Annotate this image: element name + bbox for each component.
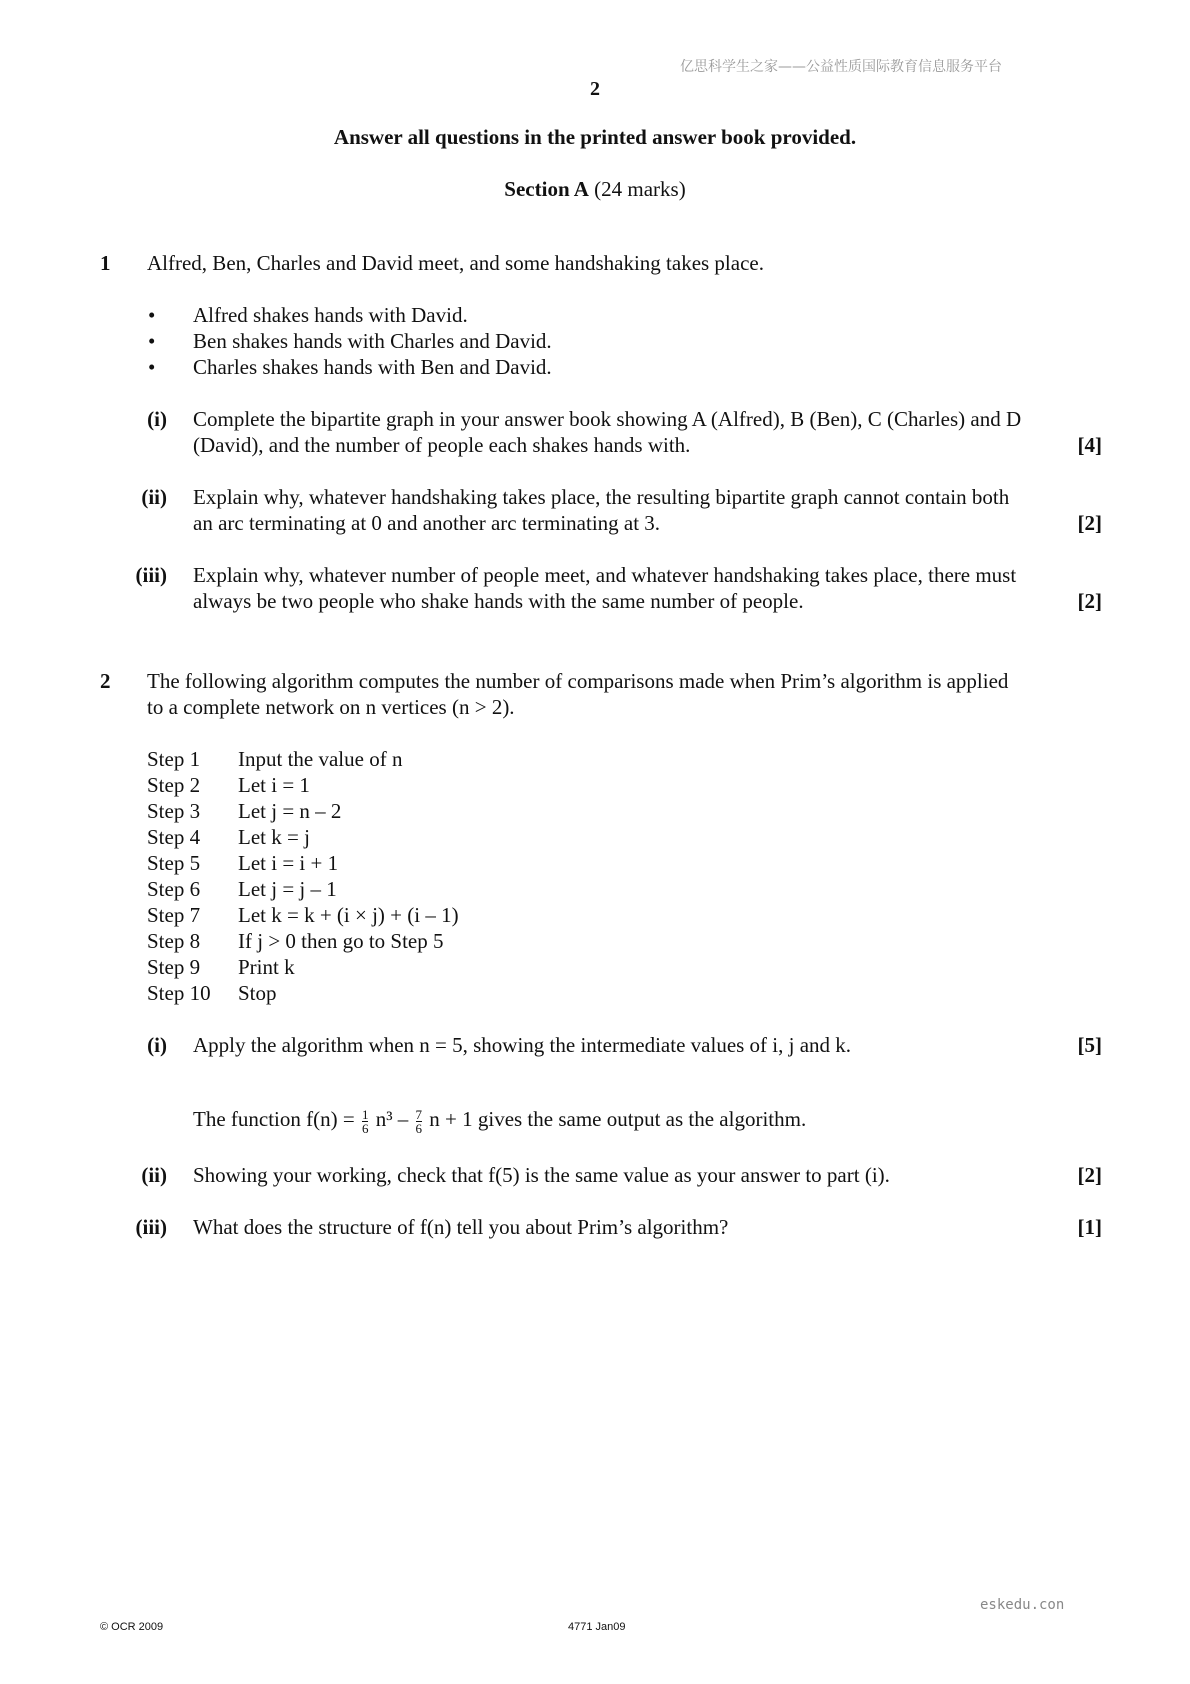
- q2-part-i-label: (i): [147, 1033, 167, 1057]
- step-text: Print k: [238, 955, 295, 979]
- q1-part-iii-label: (iii): [135, 563, 167, 587]
- q2-part-ii-label: (ii): [141, 1163, 167, 1187]
- q1-bullet-3: Charles shakes hands with Ben and David.: [193, 355, 552, 379]
- q1-part-i-marks: [4]: [1077, 433, 1102, 457]
- instruction-heading: Answer all questions in the printed answer book provided.: [333, 125, 857, 149]
- bullet-icon: •: [148, 329, 156, 353]
- step-text: Input the value of n: [238, 747, 403, 771]
- bullet-icon: •: [148, 303, 156, 327]
- step-text: Let j = j – 1: [238, 877, 337, 901]
- fraction-one-sixth: [362, 1108, 369, 1135]
- question-2-intro-line2: to a complete network on n vertices (n > 2).: [147, 695, 515, 719]
- q1-part-ii-label: (ii): [141, 485, 167, 509]
- question-2-number: 2: [100, 669, 111, 693]
- fraction-denominator: 6: [415, 1120, 423, 1136]
- step-label: Step 1: [147, 747, 201, 771]
- section-marks: (24 marks): [594, 177, 686, 201]
- q1-part-ii-line2: an arc terminating at 0 and another arc terminating at 3.: [193, 511, 661, 535]
- footer-copyright: © OCR 2009: [100, 1621, 164, 1633]
- q2-part-ii-text: Showing your working, check that f(5) is the same value as your answer to part (i).: [193, 1163, 890, 1187]
- q1-part-i-line1: Complete the bipartite graph in your answer book showing A (Alfred), B (Ben), C (Charles) and D: [193, 407, 1022, 431]
- q1-part-i-line2: (David), and the number of people each shakes hands with.: [193, 433, 691, 457]
- q2-part-iii-label: (iii): [135, 1215, 167, 1239]
- q2-part-iii-marks: [1]: [1077, 1215, 1102, 1239]
- q1-part-i-label: (i): [147, 407, 167, 431]
- function-prefix: The function f(n) =: [193, 1107, 355, 1131]
- q2-part-i-marks: [5]: [1077, 1033, 1102, 1057]
- function-definition: [193, 1106, 1102, 1135]
- question-1-number: 1: [100, 251, 111, 275]
- function-suffix: n + 1 gives the same output as the algorithm.: [429, 1107, 807, 1131]
- fraction-seven-sixths: [416, 1108, 423, 1135]
- step-text: Let k = k + (i × j) + (i – 1): [238, 903, 459, 927]
- section-title: Section A: [504, 177, 589, 201]
- step-text: Let k = j: [238, 825, 310, 849]
- step-label: Step 9: [147, 955, 201, 979]
- step-text: Stop: [238, 981, 277, 1005]
- q1-bullet-1: Alfred shakes hands with David.: [193, 303, 468, 327]
- q2-part-ii-marks: [2]: [1077, 1163, 1102, 1187]
- footer-paper-code: 4771 Jan09: [568, 1621, 626, 1633]
- step-label: Step 7: [147, 903, 201, 927]
- q2-part-i-text: Apply the algorithm when n = 5, showing the intermediate values of i, j and k.: [193, 1033, 852, 1057]
- q1-part-iii-line2: always be two people who shake hands with the same number of people.: [193, 589, 804, 613]
- step-label: Step 3: [147, 799, 201, 823]
- q1-part-ii-marks: [2]: [1077, 511, 1102, 535]
- page-number: 2: [590, 78, 600, 100]
- site-watermark: eskedu.con: [980, 1597, 1065, 1613]
- function-middle: n³ –: [375, 1107, 409, 1131]
- question-2-intro-line1: The following algorithm computes the number of comparisons made when Prim’s algorithm is applied: [147, 669, 1009, 693]
- q1-part-iii-line1: Explain why, whatever number of people meet, and whatever handshaking takes place, there must: [193, 563, 1017, 587]
- step-label: Step 2: [147, 773, 201, 797]
- step-text: If j > 0 then go to Step 5: [238, 929, 444, 953]
- section-heading: [0, 176, 1190, 202]
- fraction-numerator: 1: [361, 1106, 369, 1122]
- step-label: Step 4: [147, 825, 201, 849]
- q1-part-iii-marks: [2]: [1077, 589, 1102, 613]
- question-1-intro: Alfred, Ben, Charles and David meet, and some handshaking takes place.: [147, 251, 764, 275]
- q1-bullet-2: Ben shakes hands with Charles and David.: [193, 329, 552, 353]
- step-label: Step 10: [147, 981, 211, 1005]
- step-text: Let j = n – 2: [238, 799, 342, 823]
- bullet-icon: •: [148, 355, 156, 379]
- step-label: Step 6: [147, 877, 201, 901]
- step-text: Let i = i + 1: [238, 851, 339, 875]
- watermark-text: 亿思科学生之家——公益性质国际教育信息服务平台: [680, 59, 1002, 75]
- q2-part-iii-text: What does the structure of f(n) tell you about Prim’s algorithm?: [193, 1215, 729, 1239]
- step-label: Step 5: [147, 851, 201, 875]
- fraction-denominator: 6: [361, 1120, 369, 1136]
- step-text: Let i = 1: [238, 773, 310, 797]
- step-label: Step 8: [147, 929, 201, 953]
- q1-part-ii-line1: Explain why, whatever handshaking takes place, the resulting bipartite graph cannot contain both: [193, 485, 1010, 509]
- fraction-numerator: 7: [415, 1106, 423, 1122]
